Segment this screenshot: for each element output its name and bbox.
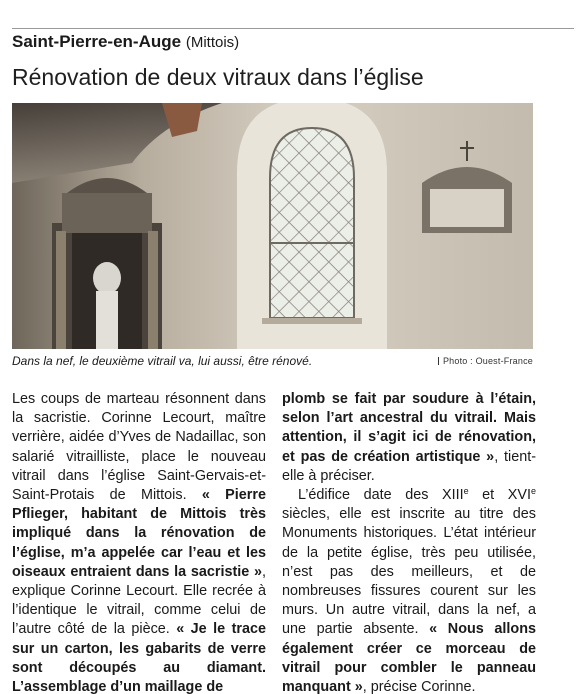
place-subname: (Mittois): [185, 34, 240, 51]
body-text: L’édifice date des XIII: [298, 487, 464, 504]
window-sill: [262, 318, 362, 324]
superscript: e: [530, 486, 536, 497]
article-column-right: [282, 390, 536, 694]
altar-column-right: [148, 231, 158, 349]
place-name: Saint-Pierre-en-Auge: [12, 32, 182, 51]
article-paragraph: [12, 390, 266, 694]
statue-body: [96, 291, 118, 349]
body-text: et XVI: [468, 487, 531, 504]
quote-text: « Je le trace sur un carton, les gabarits de verre sont découpés au diamant. L’assemblage d’un maillage de: [12, 621, 266, 694]
kicker: [12, 32, 239, 53]
church-window-photo: [12, 103, 533, 349]
altar-pediment: [62, 193, 152, 233]
article-paragraph: [282, 390, 536, 486]
photo-caption: [12, 352, 533, 370]
quote-text: plomb se fait par soudure à l’étain, selon l’art ancestral du vitrail. Mais attention, il s’agit ici de rénovation, et pas de création artistique »: [282, 391, 536, 465]
caption-text: Dans la nef, le deuxième vitrail va, lui aussi, être rénové.: [12, 354, 313, 368]
body-text: Les coups de marteau résonnent dans la sacristie. Corinne Lecourt, maître verrière, aidée d’Yves de Nadaillac, son salarié vitrailliste, place le nouveau vitrail dans l’église Saint-Gervais-et-Saint-Protais de Mittois.: [12, 391, 266, 504]
church-window-illustration: [12, 103, 533, 349]
credit-text: Photo : Ouest-France: [442, 356, 533, 366]
body-text: , précise Corinne.: [362, 679, 476, 694]
top-rule: [12, 28, 574, 29]
body-text: siècles, elle est inscrite au titre des Monuments historiques. L’état intérieur de la petite église, très peu utilisée, n’est pas des meilleurs, et de nombreuses fissures courent sur les murs. Un autre vitrail, dans la nef, a une partie absente.: [282, 506, 536, 638]
credit-bar: [438, 357, 439, 365]
superscript: e: [463, 486, 469, 497]
relief-panel: [430, 189, 504, 227]
article-column-left: [12, 390, 266, 694]
quote-text: « Nous allons également créer ce morceau de vitrail pour combler le panneau manquant »: [282, 621, 537, 694]
statue-head-body: [93, 262, 121, 294]
body-text: , explique Corinne Lecourt. Elle recrée à l’identique le vitrail, comme celui de l’autre côté de la pièce.: [12, 563, 266, 638]
stained-glass-window: [270, 128, 354, 318]
quote-text: « Pierre Pflieger, habitant de Mittois très impliqué dans la rénovation de l’église, m’a appelée car l’eau et les oiseaux entraient dans la sacristie »: [12, 487, 266, 580]
photo-credit: [438, 352, 533, 370]
headline: Rénovation de deux vitraux dans l’église: [12, 64, 424, 90]
altar-column-left: [56, 231, 66, 349]
body-text: , tient-elle à préciser.: [282, 448, 536, 484]
article-paragraph: [282, 486, 536, 694]
